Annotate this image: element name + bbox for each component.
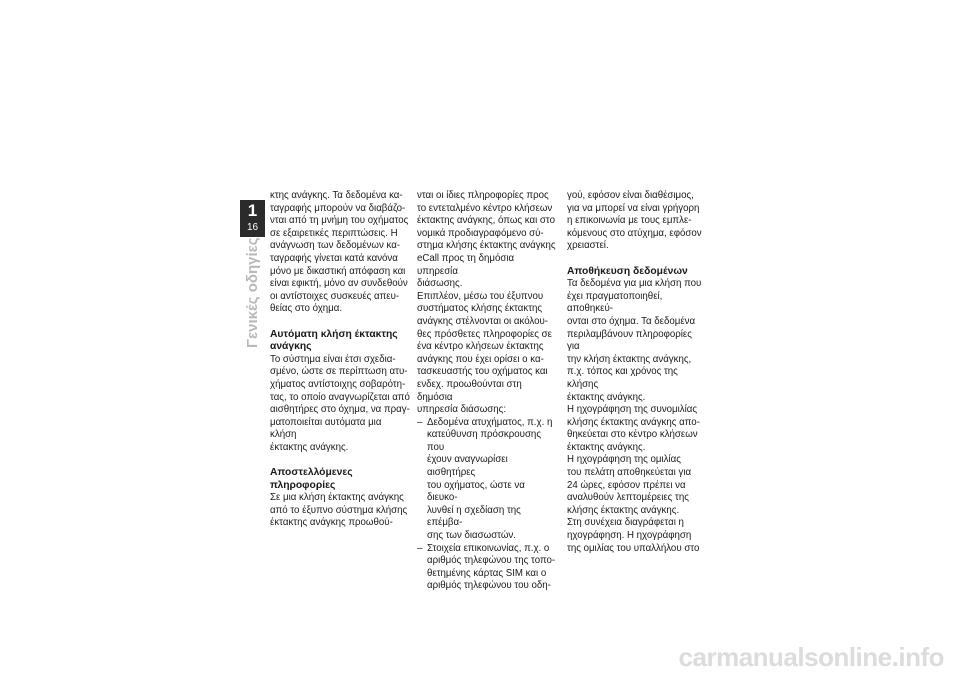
dash-bullet: – [417, 542, 423, 554]
text-line: Επιπλέον, μέσω του έξυπνου [417, 290, 544, 302]
text-line: ονται στο όχημα. Τα δεδομένα [567, 315, 696, 327]
chapter-title: Γενικές οδηγίες [244, 237, 261, 348]
text-line: της ομιλίας του υπαλλήλου στο [567, 542, 700, 554]
watermark: carmanualsonline.info [678, 642, 944, 672]
text-line: έκτακτης ανάγκης. [270, 441, 349, 453]
text-line: υπηρεσία διάσωσης: [417, 404, 507, 416]
text-line: κτης ανάγκης. Τα δεδομένα κα- [270, 190, 403, 201]
text-line: κλήσης έκτακτης ανάγκης. [567, 504, 680, 516]
page-number: 16 [246, 222, 259, 233]
dash-bullet: – [417, 416, 423, 428]
text-line: χήματος αντίστοιχης σοβαρότη- [270, 378, 406, 390]
heading-sent-information [270, 467, 410, 492]
chapter-number: 1 [247, 201, 258, 220]
paragraph [270, 190, 410, 316]
text-line: συστήματος κλήσης έκτακτης [417, 303, 543, 315]
text-line: λυνθεί η σχεδίαση της επέμβα- [427, 504, 521, 529]
text-line: γού, εφόσον είναι διαθέσιμος, [567, 190, 694, 201]
list-item-text [427, 543, 555, 593]
text-line: θετημένης κάρτας SIM και ο [427, 567, 547, 579]
text-line: ταγραφής μπορούν να διαβάζο- [270, 202, 406, 214]
text-line: Η ηχογράφηση της συνομιλίας [567, 404, 698, 416]
paragraph [270, 492, 410, 530]
text-line: Τα δεδομένα για μια κλήση που [567, 278, 702, 290]
column-3 [567, 190, 707, 555]
text-line: οι αντίστοιχες συσκευές απευ- [270, 290, 400, 302]
column-1 [270, 190, 410, 530]
text-line: το εντεταλμένο κέντρο κλήσεων [417, 202, 553, 214]
text-line: 24 ώρες, εφόσον πρέπει να [567, 479, 686, 491]
text-line: κατεύθυνση πρόσκρουσης που [427, 429, 541, 453]
heading-auto-emergency-call [270, 329, 410, 354]
text-line: ενδεχ. προωθούνται στη δημόσια [417, 378, 522, 403]
text-line: Η ηχογράφηση της ομιλίας [567, 454, 681, 466]
text-line: είναι εφικτή, μόνο αν συνδεθούν [270, 278, 408, 290]
text-line: Αποστελλόμενες [270, 467, 353, 479]
text-line: νται οι ίδιες πληροφορίες προς [417, 190, 549, 201]
text-line: αριθμός τηλεφώνου του οδη- [427, 580, 551, 592]
paragraph [567, 278, 707, 555]
text-line: στημα κλήσης έκτακτης ανάγκης [417, 240, 556, 252]
text-line: τασκευαστής του οχήματος και [417, 366, 548, 378]
text-line: θείας στο όχημα. [270, 303, 343, 315]
text-line: αισθητήρες στο όχημα, να πραγ- [270, 404, 410, 416]
text-line: ανάγνωση των δεδομένων κα- [270, 240, 401, 252]
text-line: νομικά προδιαγραφόμενο σύ- [417, 227, 544, 239]
text-line: έκτακτης ανάγκης προωθού- [270, 517, 393, 529]
text-line: ανάγκης που έχει ορίσει ο κα- [417, 353, 544, 365]
list-item-text [427, 417, 557, 543]
text-line: για να μπορεί να είναι γρήγορη [567, 202, 700, 214]
text-line: πληροφορίες [270, 479, 336, 491]
text-line: έχει πραγματοποιηθεί, αποθηκεύ- [567, 290, 663, 315]
text-line: Αυτόματη κλήση έκτακτης [270, 328, 398, 340]
text-line: διάσωσης. [417, 278, 463, 290]
list-item [417, 543, 557, 593]
text-line: τας, το οποίο αναγνωρίζεται από [270, 391, 410, 403]
text-line: Το σύστημα είναι έτσι σχεδια- [270, 353, 396, 365]
text-line: θηκεύεται στο κέντρο κλήσεων [567, 429, 698, 441]
text-line: έκτακτης ανάγκης, όπως και στο [417, 215, 555, 227]
list-item [417, 417, 557, 543]
text-line: ηχογράφηση. Η ηχογράφηση [567, 530, 692, 542]
heading-data-storage [567, 266, 707, 279]
text-line: Σε μια κλήση έκτακτης ανάγκης [270, 492, 404, 504]
text-line: ταγραφής γίνεται κατά κανόνα [270, 252, 398, 264]
text-line: κλήσης έκτακτης ανάγκης απο- [567, 416, 700, 428]
paragraph [270, 354, 410, 455]
text-line: χρειαστεί. [567, 240, 609, 252]
text-line: σμένο, ώστε σε περίπτωση ατυ- [270, 366, 408, 378]
text-line: η επικοινωνία με τους εμπλε- [567, 215, 692, 227]
text-line: π.χ. τόπος και χρόνος της κλήσης [567, 366, 678, 390]
text-line: έκτακτης ανάγκης. [567, 391, 646, 403]
text-line: ανάγκης [270, 341, 312, 353]
text-line: Στη συνέχεια διαγράφεται η [567, 517, 684, 529]
text-line: του πελάτη αποθηκεύεται για [567, 467, 692, 479]
text-line: ματοποιείται αυτόματα μια κλήση [270, 416, 382, 441]
text-line: έχουν αναγνωρίσει αισθητήρες [427, 454, 508, 479]
text-line: περιλαμβάνουν πληροφορίες για [567, 328, 692, 353]
text-line: την κλήση έκτακτης ανάγκης, [567, 353, 692, 365]
text-line: νται από τη μνήμη του οχήματος [270, 215, 409, 227]
text-line: κόμενους στο ατύχημα, εφόσον [567, 227, 702, 239]
text-line: Στοιχεία επικοινωνίας, π.χ. ο [427, 542, 550, 554]
text-line: έκτακτης ανάγκης. [567, 441, 646, 453]
text-line: θες πρόσθετες πληροφορίες σε [417, 328, 552, 340]
text-line: αναλυθούν λεπτομέρειες της [567, 492, 689, 504]
text-line: Δεδομένα ατυχήματος, π.χ. η [427, 416, 553, 428]
column-2 [417, 190, 557, 593]
text-line: Αποθήκευση δεδομένων [567, 265, 688, 277]
text-line: eCall προς τη δημόσια υπηρεσία [417, 252, 515, 277]
text-line: από το έξυπνο σύστημα κλήσης [270, 504, 408, 516]
text-line: σης των διασωστών. [427, 530, 516, 542]
text-line: αριθμός τηλεφώνου της τοπο- [427, 555, 556, 567]
chapter-marker [240, 200, 265, 237]
text-line: του οχήματος, ώστε να διευκο- [427, 479, 525, 504]
text-line: μόνο με δικαστική απόφαση και [270, 265, 406, 277]
paragraph [417, 190, 557, 417]
text-line: σε εξαιρετικές περιπτώσεις. Η [270, 227, 398, 239]
text-line: ανάγκης στέλνονται οι ακόλου- [417, 315, 549, 327]
text-line: ένα κέντρο κλήσεων έκτακτης [417, 341, 544, 353]
paragraph [567, 190, 707, 253]
